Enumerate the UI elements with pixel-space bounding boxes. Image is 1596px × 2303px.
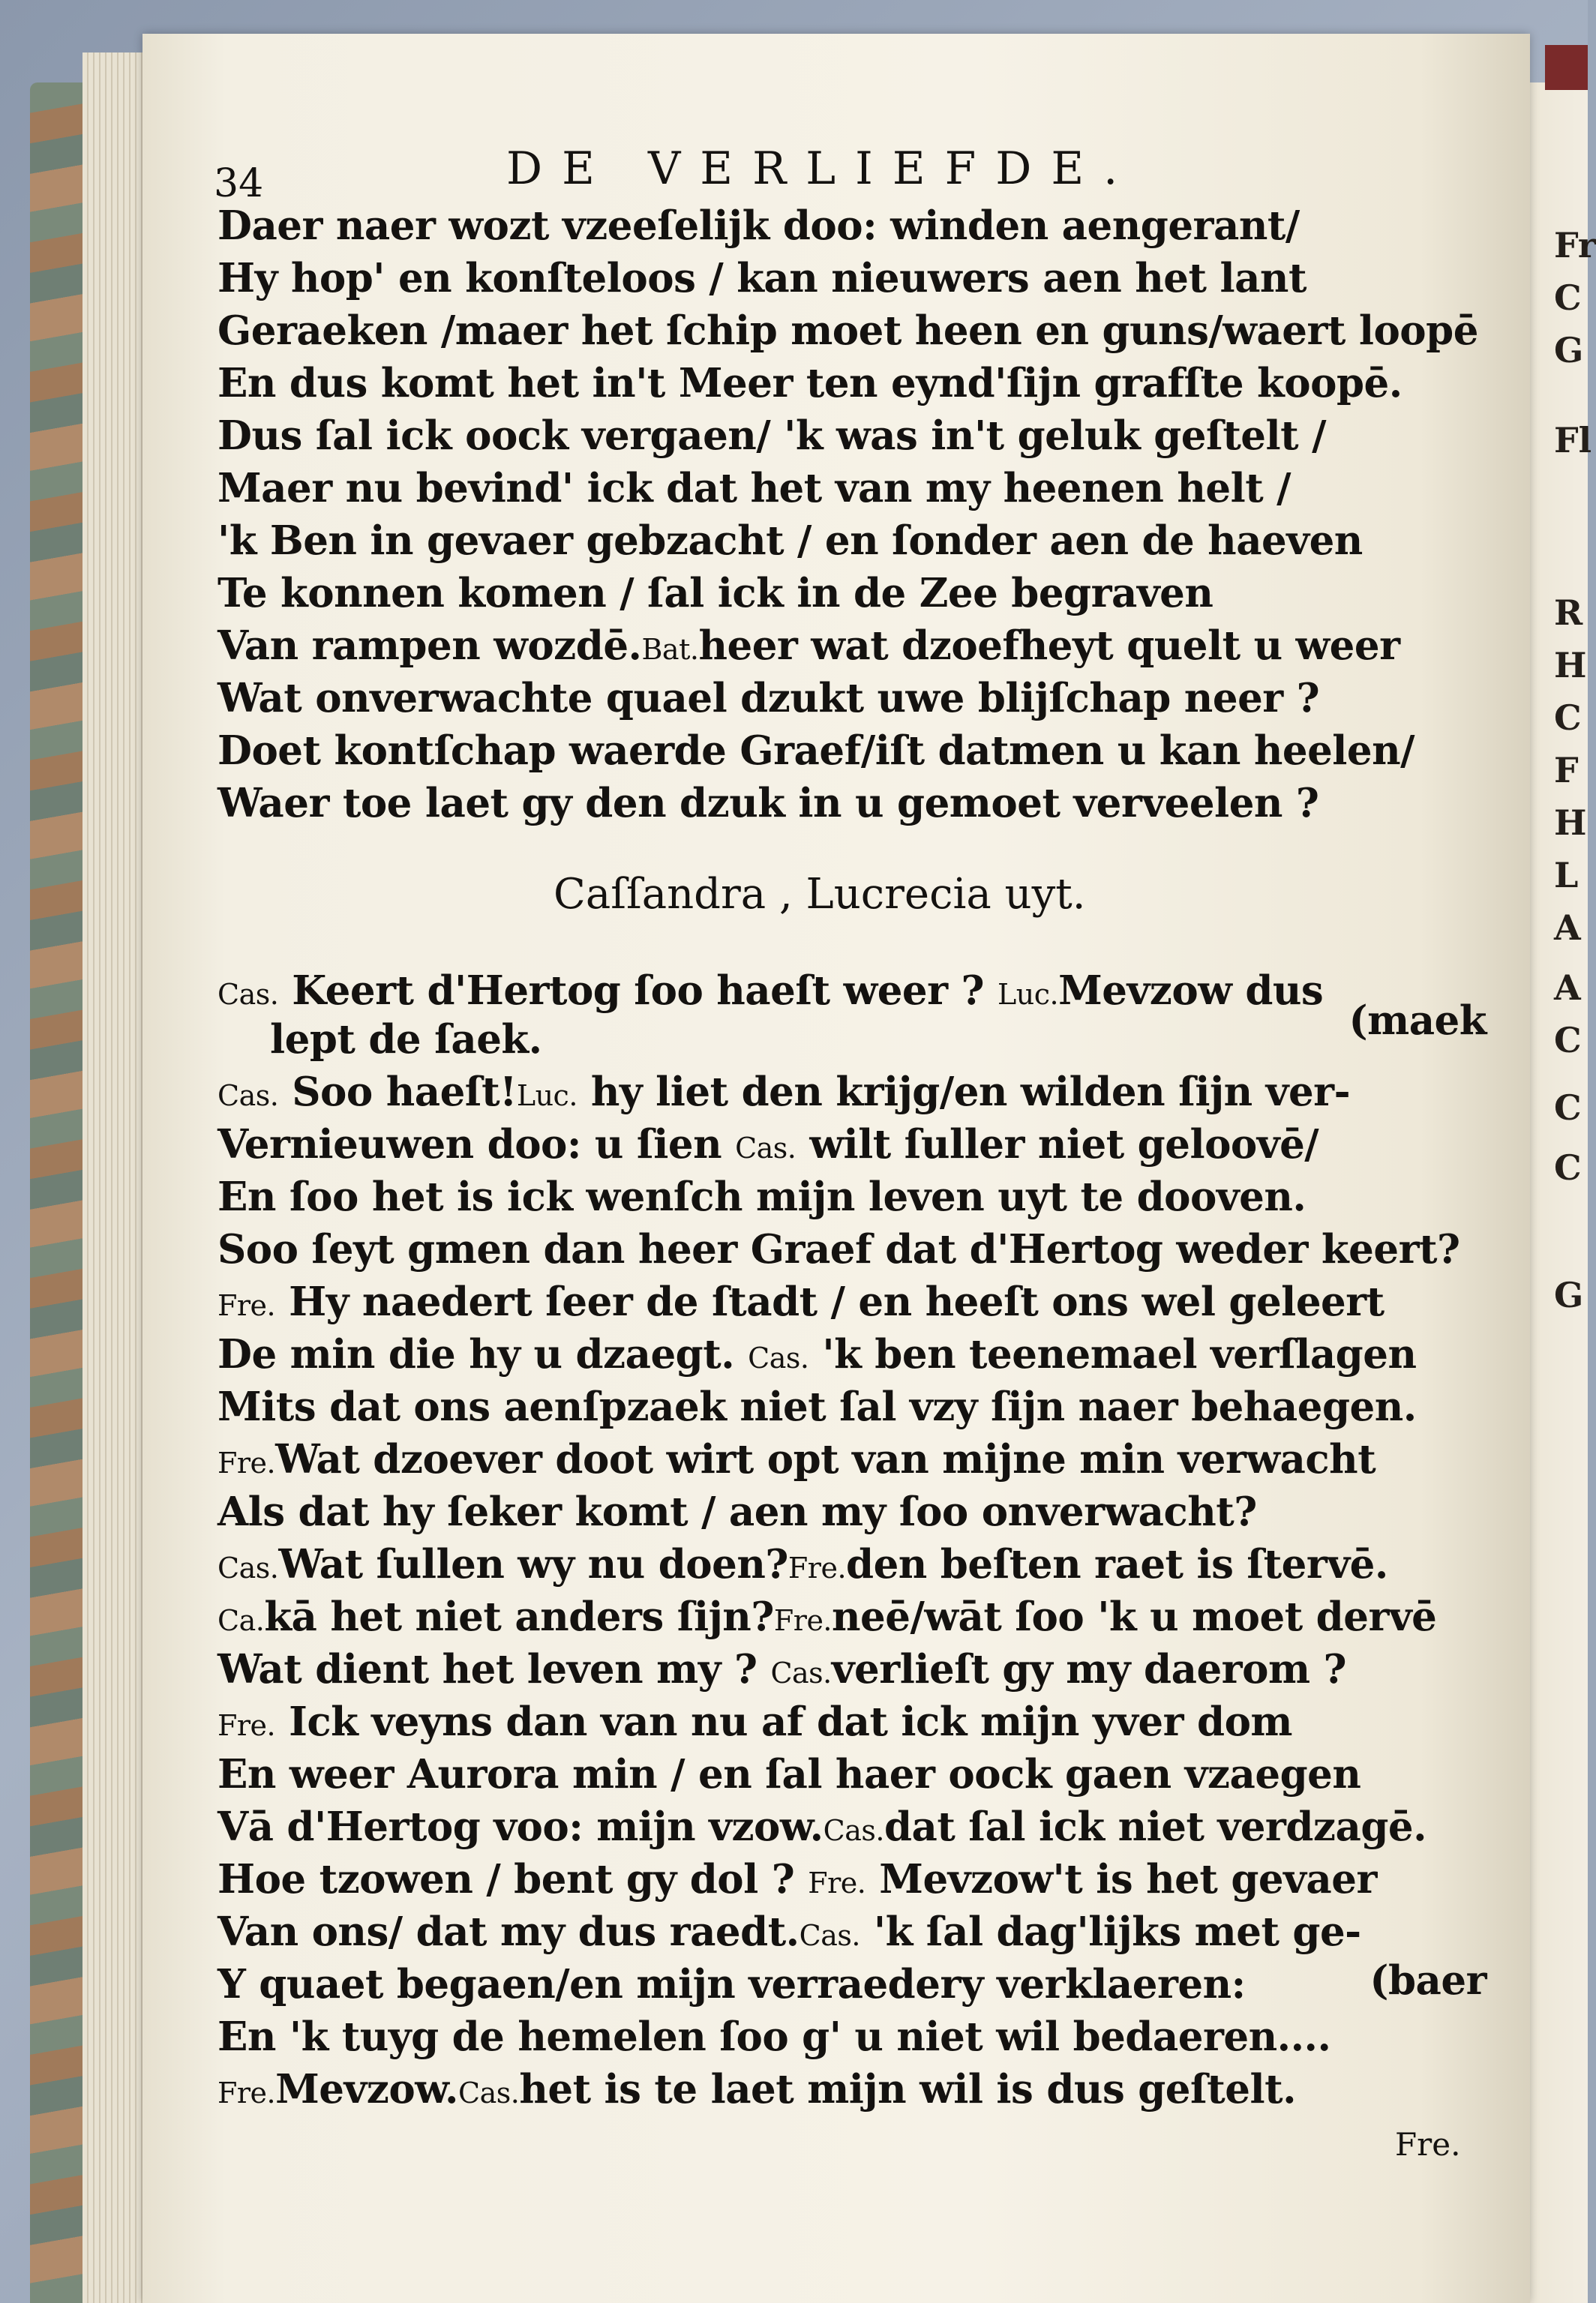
facing-page-char: C [1554,1020,1582,1060]
dialogue-line: Fre. Ick veyns dan van nu af dat ick mijn yver dom [218,1699,1293,1745]
text-line: Te konnen komen / ſal ick in de Zee begraven [218,570,1214,616]
facing-page-char: H [1554,802,1587,843]
dialogue-line: De min die hy u dzaegt. Cas. 'k ben teenemael verſlagen [218,1331,1417,1378]
facing-page-char: C [1554,1087,1582,1128]
text-line: Waer toe laet gy den dzuk in u gemoet verveelen ? [218,780,1319,826]
facing-page-char: R [1554,592,1583,633]
book-cover-red [1545,45,1588,90]
facing-page-char: C [1554,697,1582,738]
text-line: Wat onverwachte quael dzukt uwe blijſchap neer ? [218,675,1320,721]
text-line: 'k Ben in gevaer gebzacht / en ſonder aen de haeven [218,517,1363,564]
stage-direction: Caſſandra , Lucrecia uyt. [554,870,1086,919]
facing-page-char: C [1554,277,1582,318]
dialogue-line: Cas.Wat ſullen wy nu doen?Fre.den beſten raet is ſtervē. [218,1541,1388,1588]
catchword: Fre. [1395,2126,1461,2163]
dialogue-line: Vernieuwen doo: u ſien Cas. wilt ſuller niet geloovē/ [218,1121,1319,1168]
dialogue-line: Ca.kā het niet anders ſijn?Fre.neē/wāt ſoo 'k u moet dervē [218,1594,1437,1640]
turnover-text: (baer [1370,1957,1486,2004]
running-head: DE VERLIEFDE. [506,142,1138,195]
dialogue-line: Y quaet begaen/en mijn verraedery verklaeren: [218,1961,1246,2008]
facing-page-char: C [1554,1147,1582,1188]
dialogue-line: Wat dient het leven my ? Cas.verlieſt gy my daerom ? [218,1646,1347,1693]
dialogue-line: Hoe tzowen / bent gy dol ? Fre. Mevzow't is het gevaer [218,1856,1377,1903]
turnover-text: (maek [1348,997,1486,1044]
dialogue-line: Cas. Soo haeſt!Luc. hy liet den krijg/en wilden ſijn ver- [218,1069,1351,1115]
dialogue-line: Fre.Wat dzoever doot wirt opt van mijne min verwacht [218,1436,1376,1483]
facing-page-char: G [1554,1275,1584,1315]
dialogue-line: En 'k tuyg de hemelen ſoo g' u niet wil bedaeren.... [218,2014,1331,2060]
text-line: Geraeken /maer het ſchip moet heen en guns/waert loopē [218,307,1478,354]
dialogue-line: Soo ſeyt gmen dan heer Graef dat d'Hertog weder keert? [218,1226,1460,1273]
dialogue-line: Vā d'Hertog voo: mijn vzow.Cas.dat ſal ick niet verdzagē. [218,1804,1427,1850]
facing-page-char: G [1554,330,1584,370]
dialogue-line: En weer Aurora min / en ſal haer oock gaen vzaegen [218,1751,1361,1798]
dialogue-line: lept de ſaek. [270,1016,542,1063]
dialogue-line: Fre.Mevzow.Cas.het is te laet mijn wil is dus geſtelt. [218,2066,1297,2113]
facing-page-char: Fr [1554,225,1596,265]
dialogue-line: Als dat hy ſeker komt / aen my ſoo onverwacht? [218,1489,1257,1535]
facing-page-char: F [1554,750,1579,790]
text-line: Doet kontſchap waerde Graef/iſt datmen u kan heelen/ [218,727,1415,774]
text-line: Daer naer wozt vzeeſelijk doo: winden aengerant/ [218,202,1300,249]
dialogue-line: Cas. Keert d'Hertog ſoo haeſt weer ? Luc.Mevzow dus [218,967,1324,1014]
dialogue-line: En ſoo het is ick wenſch mijn leven uyt te dooven. [218,1174,1306,1220]
page-number: 34 [214,161,264,206]
text-line: Maer nu bevind' ick dat het van my heenen helt / [218,465,1292,511]
text-line: Van rampen wozdē.Bat.heer wat dzoefheyt quelt u weer [218,622,1400,669]
text-line: En dus komt het in't Meer ten eynd'ſijn grafſte koopē. [218,360,1402,406]
text-line: Hy hop' en konſteloos / kan nieuwers aen het lant [218,255,1306,301]
dialogue-line: Van ons/ dat my dus raedt.Cas. 'k ſal dag'lijks met ge- [218,1909,1361,1955]
dialogue-line: Mits dat ons aenſpzaek niet ſal vzy ſijn naer behaegen. [218,1384,1417,1430]
facing-page-char: Fl [1554,420,1592,460]
facing-page-char: H [1554,645,1587,685]
dialogue-line: Fre. Hy naedert ſeer de ſtadt / en heeſt ons wel geleert [218,1279,1384,1325]
facing-page-char: A [1554,907,1581,948]
facing-page-char: L [1554,855,1579,895]
text-line: Dus ſal ick oock vergaen/ 'k was in't geluk geſtelt / [218,412,1326,459]
facing-page-char: A [1554,967,1581,1008]
